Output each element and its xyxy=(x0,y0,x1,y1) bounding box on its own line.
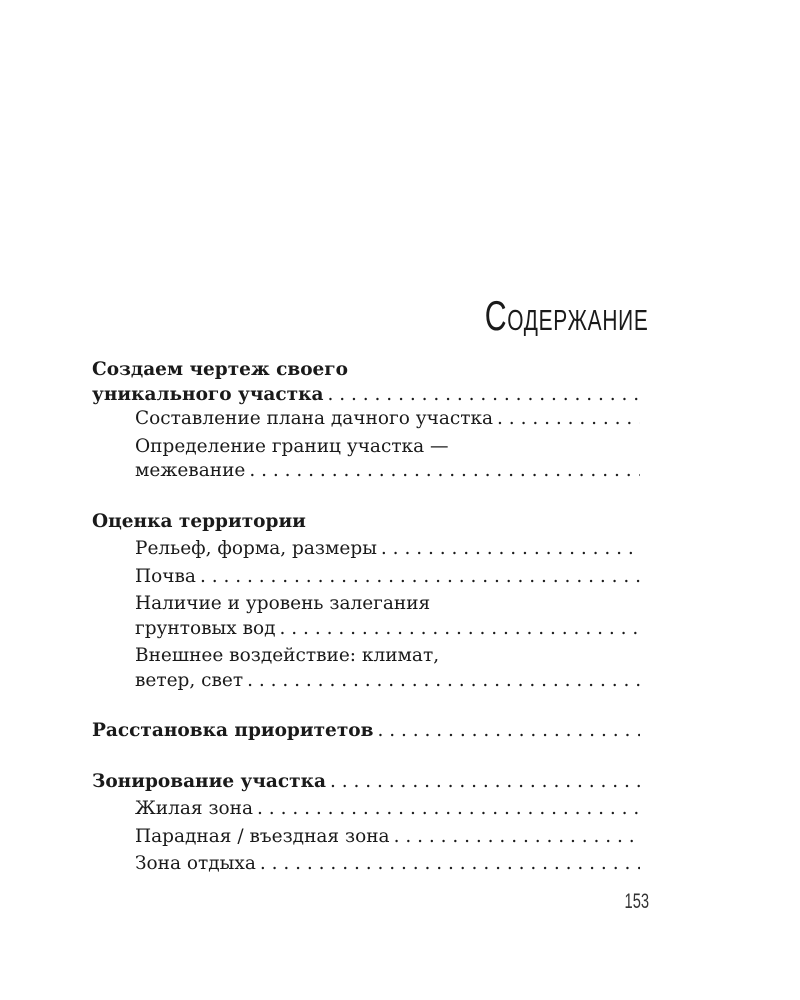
dot-leader xyxy=(249,459,640,484)
toc-entry[interactable] xyxy=(92,459,640,484)
dot-leader xyxy=(328,383,641,408)
entry-label[interactable]: Наличие и уровень залегания xyxy=(135,593,431,614)
section-heading: Расстановка приоритетов xyxy=(92,720,374,741)
dot-leader xyxy=(394,825,640,850)
entry-label: Зона отдыха xyxy=(135,853,256,874)
section-heading: уникального участка xyxy=(92,383,324,405)
toc-entry[interactable] xyxy=(92,719,640,744)
dot-leader xyxy=(200,565,640,590)
toc-entry[interactable] xyxy=(92,797,640,822)
section-heading: Зонирование участка xyxy=(92,770,326,792)
dot-leader xyxy=(247,669,640,694)
entry-label: Рельеф, форма, размеры xyxy=(135,538,377,559)
page-title: Содержание xyxy=(484,292,648,339)
entry-label: межевание xyxy=(135,460,246,481)
entry-label: Парадная / въездная зона xyxy=(135,825,390,847)
toc-section xyxy=(92,770,640,877)
dot-leader xyxy=(280,617,640,642)
section-heading[interactable]: Создаем чертеж своего xyxy=(92,359,348,380)
page-number: 153 xyxy=(624,890,649,913)
dot-leader xyxy=(497,407,640,432)
entry-label: Составление плана дачного участка xyxy=(135,408,494,429)
dot-leader xyxy=(260,852,640,877)
entry-label: грунтовых вод xyxy=(135,617,276,639)
toc-entry[interactable] xyxy=(92,669,640,694)
entry-label[interactable]: Определение границ участка — xyxy=(135,435,449,457)
entry-label[interactable]: Внешнее воздействие: климат, xyxy=(135,645,440,666)
entry-label: ветер, свет xyxy=(135,669,244,691)
toc-entry[interactable] xyxy=(92,825,640,850)
section-heading[interactable]: Оценка территории xyxy=(92,510,306,532)
toc-entry[interactable] xyxy=(92,565,640,590)
toc-entry[interactable] xyxy=(92,537,640,562)
entry-label: Жилая зона xyxy=(135,798,254,819)
toc-entry[interactable] xyxy=(92,617,640,642)
dot-leader xyxy=(330,770,640,795)
toc-section xyxy=(92,719,640,744)
dot-leader xyxy=(377,719,640,744)
toc-section xyxy=(92,358,640,484)
dot-leader xyxy=(381,537,640,562)
toc-entry[interactable] xyxy=(92,407,640,432)
toc-entry[interactable] xyxy=(92,383,640,408)
toc-entry[interactable] xyxy=(92,852,640,877)
dot-leader xyxy=(257,797,640,822)
toc-entry[interactable] xyxy=(92,770,640,795)
toc-section xyxy=(92,510,640,694)
entry-label: Почва xyxy=(135,565,196,587)
table-of-contents xyxy=(92,358,640,880)
